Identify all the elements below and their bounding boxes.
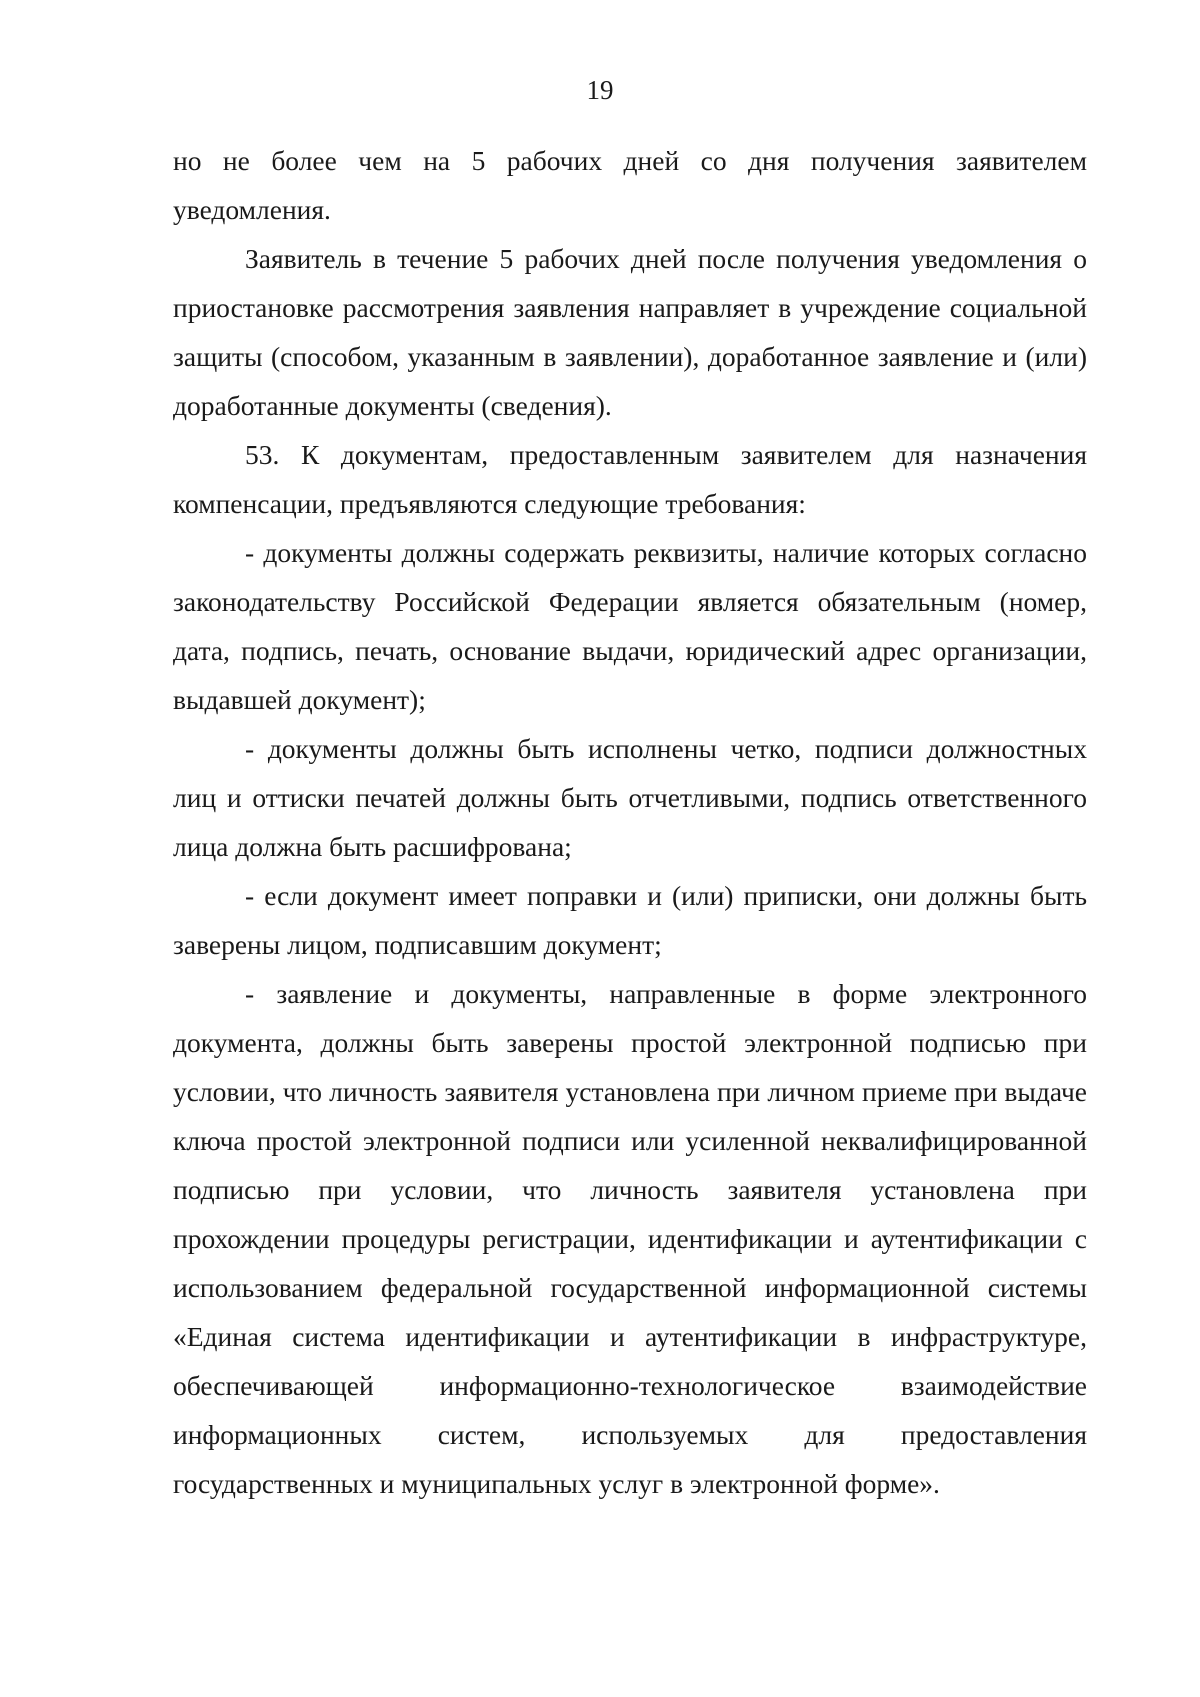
- list-item: - если документ имеет поправки и (или) приписки, они должны быть заверены лицом, подписавшим документ;: [173, 880, 1087, 960]
- paragraph: Заявитель в течение 5 рабочих дней после получения уведомления о приостановке рассмотрения заявления направляет в учреждение социальной защиты (способом, указанным в заявлении), доработанное заявление и (или) доработанные документы (сведения).: [173, 243, 1087, 421]
- list-item: - документы должны содержать реквизиты, наличие которых согласно законодательству Российской Федерации является обязательным (номер, дата, подпись, печать, основание выдачи, юридический адрес организации, выдавшей документ);: [173, 537, 1087, 715]
- paragraph: но не более чем на 5 рабочих дней со дня получения заявителем уведомления.: [173, 145, 1087, 225]
- page-number: 19: [586, 75, 614, 105]
- document-body: [173, 136, 1087, 1508]
- list-item: - документы должны быть исполнены четко, подписи должностных лиц и оттиски печатей должны быть отчетливыми, подпись ответственного лица должна быть расшифрована;: [173, 733, 1087, 862]
- paragraph: 53. К документам, предоставленным заявителем для назначения компенсации, предъявляются следующие требования:: [173, 439, 1087, 519]
- list-item: - заявление и документы, направленные в форме электронного документа, должны быть заверены простой электронной подписью при условии, что личность заявителя установлена при личном приеме при выдаче ключа простой электронной подписи или усиленной неквалифицированной подписью при условии, что личность заявителя установлена при прохождении процедуры регистрации, идентификации и аутентификации с использованием федеральной государственной информационной системы «Единая система идентификации и аутентификации в инфраструктуре, обеспечивающей информационно-технологическое взаимодействие информационных систем, используемых для предоставления государственных и муниципальных услуг в электронной форме».: [173, 978, 1087, 1499]
